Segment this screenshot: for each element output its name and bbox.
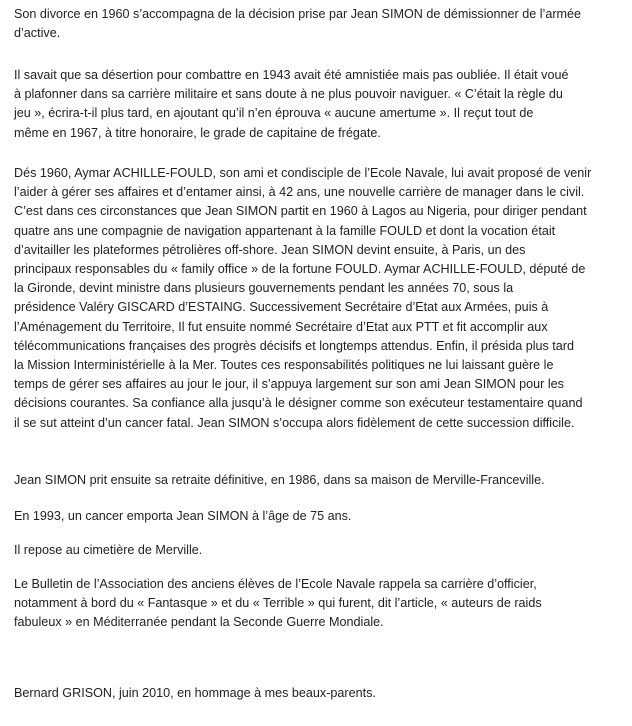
paragraph-desertion [14, 66, 620, 143]
text-line: Il repose au cimetière de Merville. [14, 543, 203, 557]
text-line: il se sut atteint d’un cancer fatal. Jean SIMON s’occupa alors fidèlement de cette succession difficile. [14, 415, 575, 430]
text-line: Son divorce en 1960 s’accompagna de la décision prise par Jean SIMON de démissionner de l’armée [14, 7, 582, 21]
text-line: l’aider à gérer ses affaires et d’entamer ainsi, à 42 ans, une nouvelle carrière de manager dans le civil. [14, 185, 585, 200]
text-line: décisions courantes. Sa confiance alla jusqu’à le désigner comme son exécuteur testamentaire quand [14, 396, 583, 411]
paragraph-retirement [14, 471, 620, 490]
text-line: télécommunications françaises des progrès décisifs et longtemps attendus. Enfin, il présida plus tard [14, 338, 575, 353]
paragraph-death [14, 507, 620, 526]
signature-line [14, 684, 620, 703]
text-line: Le Bulletin de l’Association des anciens élèves de l’Ecole Navale rappela sa carrière d’officier, [14, 577, 537, 591]
text-line: C’est dans ces circonstances que Jean SIMON partit en 1960 à Lagos au Nigeria, pour diriger pendant [14, 204, 587, 219]
text-line: jeu », écrira-t-il plus tard, en ajoutant qu’il n’en éprouva « aucune amertume ». Il reçut tout de [14, 106, 534, 121]
text-line: d’active. [14, 26, 61, 41]
text-line: temps de gérer ses affaires au jour le jour, il s’appuya largement sur son ami Jean SIMON pour les [14, 377, 564, 392]
text-line: Jean SIMON prit ensuite sa retraite définitive, en 1986, dans sa maison de Merville-Franceville. [14, 473, 545, 487]
text-line: notamment à bord du « Fantasque » et du « Terrible » qui furent, dit l’article, « auteurs de raids [14, 596, 542, 611]
text-line: la Gironde, devint ministre dans plusieurs gouvernements pendant les années 70, sous la [14, 281, 514, 296]
text-line: d’avitailler les plateformes pétrolières off-shore. Jean SIMON devint ensuite, à Paris, un des [14, 242, 526, 257]
text-line: la Mission Interministérielle à la Mer. Toutes ces responsabilités politiques ne lui laissant guère le [14, 358, 554, 373]
text-line: principaux responsables du « family office » de la fortune FOULD. Aymar ACHILLE-FOULD, député de [14, 262, 586, 277]
paragraph-divorce [14, 5, 620, 43]
text-line: quatre ans une compagnie de navigation appartenant à la famille FOULD et dont la vocation était [14, 223, 556, 238]
paragraph-career [14, 164, 620, 433]
text-line: fabuleux » en Méditerranée pendant la Seconde Guerre Mondiale. [14, 615, 384, 630]
text-line: présidence Valéry GISCARD d’ESTAING. Successivement Secrétaire d’Etat aux Armées, puis à [14, 300, 549, 315]
text-line: Dés 1960, Aymar ACHILLE-FOULD, son ami et condisciple de l’Ecole Navale, lui avait proposé de venir [14, 166, 592, 180]
paragraph-burial [14, 541, 620, 560]
text-line: à plafonner dans sa carrière militaire et sans doute à ne plus pouvoir naviguer. « C’était la règle du [14, 87, 563, 102]
paragraph-bulletin [14, 575, 620, 633]
text-line: En 1993, un cancer emporta Jean SIMON à l’âge de 75 ans. [14, 509, 352, 523]
text-line: même en 1967, à titre honoraire, le grade de capitaine de frégate. [14, 125, 381, 140]
text-line: l’Aménagement du Territoire, Il fut ensuite nommé Secrétaire d’Etat aux PTT et fit accomplir aux [14, 319, 548, 334]
signature-text: Bernard GRISON, juin 2010, en hommage à mes beaux-parents. [14, 686, 376, 700]
text-line: Il savait que sa désertion pour combattre en 1943 avait été amnistiée mais pas oubliée. Il était voué [14, 68, 569, 82]
